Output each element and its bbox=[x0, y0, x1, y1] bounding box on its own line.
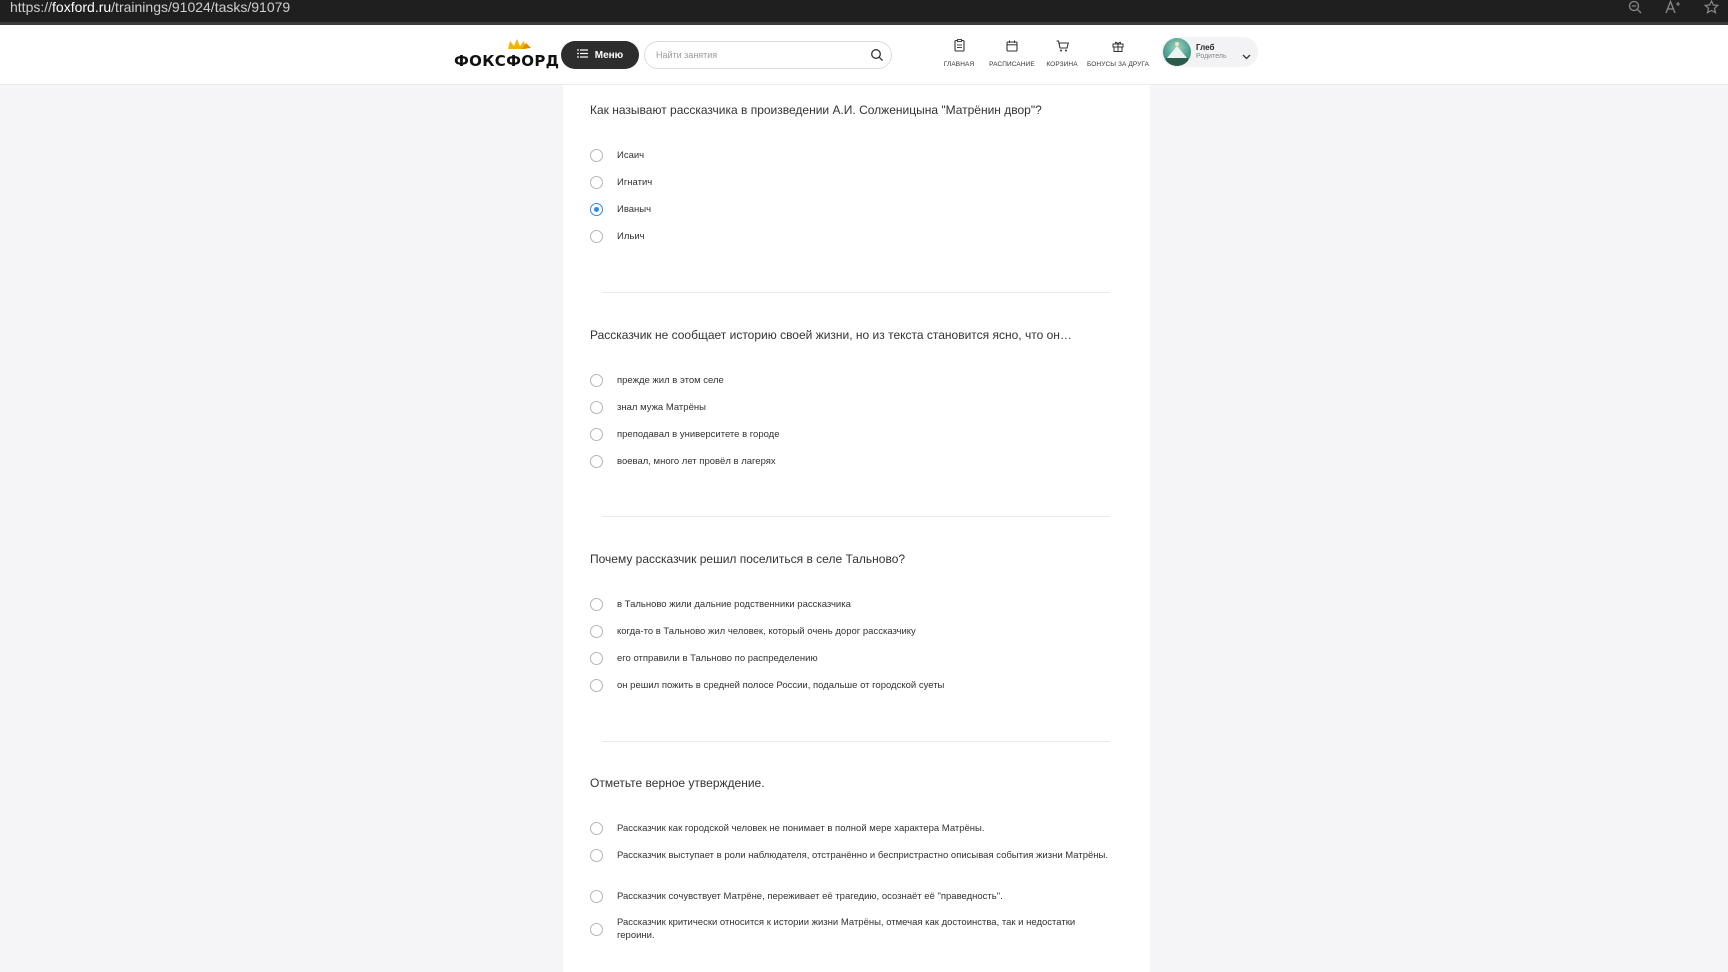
radio-button[interactable] bbox=[590, 598, 603, 611]
search-icon[interactable] bbox=[870, 48, 884, 67]
profile-role: Родитель bbox=[1196, 53, 1227, 60]
option-label: Рассказчик критически относится к истории жизни Матрёны, отмечая как достоинства, так и недостатки героини. bbox=[617, 917, 1076, 941]
option-label: в Тальново жили дальние родственники рассказчика bbox=[617, 599, 851, 610]
nav-item-home[interactable] bbox=[944, 39, 974, 73]
question-3-option-2[interactable] bbox=[590, 625, 916, 638]
option-label: Игнатич bbox=[617, 177, 653, 188]
nav-label-bonuses: БОНУСЫ ЗА ДРУГА bbox=[1086, 61, 1150, 68]
question-3-text: Почему рассказчик решил поселиться в селе Тальново? bbox=[590, 552, 906, 566]
option-label: Рассказчик выступает в роли наблюдателя, отстранённо и беспристрастно описывая события жизни Матрёны. bbox=[617, 850, 1109, 861]
radio-button[interactable] bbox=[590, 923, 603, 936]
profile-name: Глеб bbox=[1196, 43, 1215, 52]
question-3-option-1[interactable] bbox=[590, 598, 851, 611]
question-2-option-3[interactable] bbox=[590, 428, 780, 441]
favorite-star-icon[interactable] bbox=[1702, 0, 1720, 14]
question-divider bbox=[602, 292, 1110, 293]
gift-icon bbox=[1112, 39, 1124, 57]
question-4-option-4[interactable] bbox=[590, 916, 1110, 942]
radio-button[interactable] bbox=[590, 890, 603, 903]
menu-list-icon bbox=[577, 49, 588, 61]
question-divider bbox=[602, 516, 1110, 517]
nav-item-bonuses[interactable] bbox=[1088, 39, 1148, 73]
main-nav bbox=[944, 39, 1148, 73]
radio-button[interactable] bbox=[590, 849, 603, 862]
nav-label-cart: КОРЗИНА bbox=[1046, 61, 1078, 68]
search-input[interactable] bbox=[656, 42, 856, 68]
logo-text: ФОКСФОРД bbox=[454, 52, 560, 70]
radio-button[interactable] bbox=[590, 149, 603, 162]
question-2-option-4[interactable] bbox=[590, 455, 776, 468]
question-3-option-4[interactable] bbox=[590, 679, 944, 692]
radio-button[interactable] bbox=[590, 428, 603, 441]
browser-address-bar bbox=[0, 0, 1728, 22]
calendar-icon bbox=[1006, 39, 1018, 57]
radio-button[interactable] bbox=[590, 230, 603, 243]
question-1-option-2[interactable] bbox=[590, 176, 652, 189]
question-1-text: Как называют рассказчика в произведении А.И. Солженицына "Матрёнин двор"? bbox=[590, 103, 1042, 117]
question-1-option-3[interactable] bbox=[590, 203, 651, 216]
question-4-option-1[interactable] bbox=[590, 822, 1110, 835]
quiz-panel bbox=[563, 85, 1150, 972]
foxford-logo[interactable] bbox=[454, 43, 559, 69]
option-label: он решил пожить в средней полосе России, подальше от городской суеты bbox=[617, 680, 945, 691]
url-host: foxford.ru bbox=[52, 0, 112, 15]
url-prefix: https:// bbox=[10, 0, 53, 15]
profile-menu[interactable] bbox=[1161, 37, 1258, 67]
zoom-out-icon[interactable] bbox=[1626, 0, 1644, 14]
question-4-option-2[interactable] bbox=[590, 849, 1110, 862]
fox-logo-icon bbox=[506, 37, 532, 55]
question-3-option-3[interactable] bbox=[590, 652, 818, 665]
radio-button-selected[interactable] bbox=[590, 203, 603, 216]
option-label: Исаич bbox=[617, 150, 645, 161]
option-label: воевал, много лет провёл в лагерях bbox=[617, 456, 776, 467]
url-text[interactable] bbox=[10, 0, 290, 15]
chevron-down-icon[interactable] bbox=[1242, 47, 1251, 65]
radio-button[interactable] bbox=[590, 176, 603, 189]
search-box bbox=[644, 41, 892, 69]
radio-button[interactable] bbox=[590, 625, 603, 638]
question-4-option-3[interactable] bbox=[590, 890, 1110, 903]
nav-label-schedule: РАСПИСАНИЕ bbox=[989, 61, 1035, 68]
option-label: его отправили в Тальново по распределению bbox=[617, 653, 818, 664]
menu-button[interactable] bbox=[561, 41, 639, 69]
nav-item-cart[interactable] bbox=[1046, 39, 1078, 73]
nav-label-home: ГЛАВНАЯ bbox=[943, 61, 975, 68]
question-1-option-4[interactable] bbox=[590, 230, 645, 243]
radio-button[interactable] bbox=[590, 401, 603, 414]
url-path: /trainings/91024/tasks/91079 bbox=[111, 0, 291, 15]
question-2-text: Рассказчик не сообщает историю своей жизни, но из текста становится ясно, что он… bbox=[590, 328, 1072, 342]
radio-button[interactable] bbox=[590, 679, 603, 692]
site-header bbox=[0, 25, 1728, 85]
cart-icon bbox=[1056, 39, 1069, 57]
menu-button-label: Меню bbox=[594, 49, 624, 61]
option-label: знал мужа Матрёны bbox=[617, 402, 706, 413]
document-icon bbox=[954, 39, 965, 57]
option-label: Рассказчик как городской человек не понимает в полной мере характера Матрёны. bbox=[617, 823, 985, 834]
option-label: прежде жил в этом селе bbox=[617, 375, 724, 386]
read-aloud-icon[interactable] bbox=[1664, 0, 1682, 14]
radio-button[interactable] bbox=[590, 652, 603, 665]
avatar bbox=[1163, 38, 1191, 66]
radio-button[interactable] bbox=[590, 822, 603, 835]
option-label: Рассказчик сочувствует Матрёне, переживает её трагедию, осознаёт её "праведность". bbox=[617, 891, 1003, 902]
question-2-option-2[interactable] bbox=[590, 401, 706, 414]
question-divider bbox=[602, 741, 1110, 742]
question-4-text: Отметьте верное утверждение. bbox=[590, 776, 765, 790]
browser-toolbar-icons bbox=[1626, 0, 1720, 14]
option-label: Ильич bbox=[617, 231, 645, 242]
question-1-option-1[interactable] bbox=[590, 149, 644, 162]
nav-item-schedule[interactable] bbox=[990, 39, 1034, 73]
radio-button[interactable] bbox=[590, 455, 603, 468]
question-2-option-1[interactable] bbox=[590, 374, 724, 387]
option-label: Иваныч bbox=[617, 204, 652, 215]
option-label: когда-то в Тальново жил человек, который очень дорог рассказчику bbox=[617, 626, 916, 637]
radio-button[interactable] bbox=[590, 374, 603, 387]
option-label: преподавал в университете в городе bbox=[617, 429, 780, 440]
